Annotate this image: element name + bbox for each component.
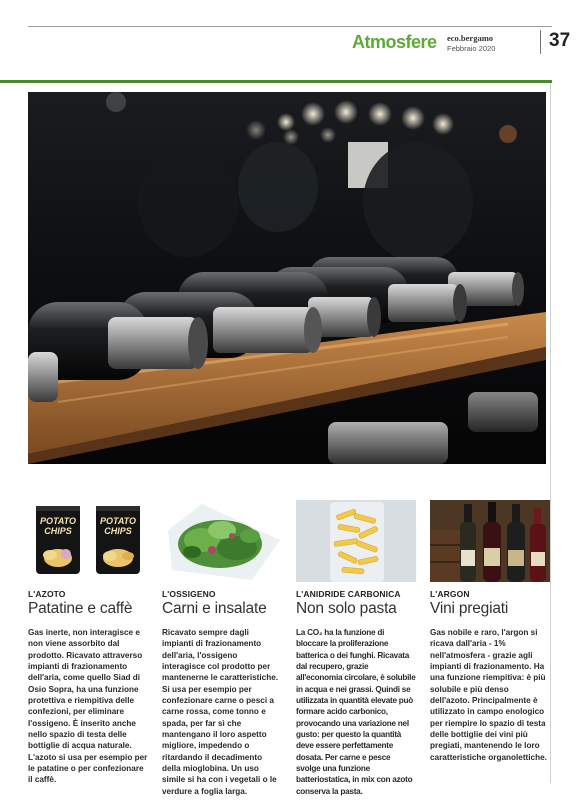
header-divider — [540, 30, 541, 54]
section-rule — [0, 80, 552, 83]
wine-rack-illustration — [28, 92, 546, 464]
header-top-rule — [28, 26, 552, 27]
salad-bag-photo — [162, 500, 282, 582]
issue-date: Febbraio 2020 — [447, 44, 496, 53]
article-anidride-carbonica — [296, 500, 416, 797]
chips-label-line2-b: CHIPS — [104, 526, 132, 536]
potato-chips-photo — [28, 500, 148, 582]
article-body: Gas inerte, non interagisce e non viene assorbito dal prodotto. Ricavato attraverso impianti di frazionamento dell'aria, come quello Siad di Osio Sopra, ha una funzione protettiva e riempitiva delle confezioni, per eliminare l'ossigeno. È inserito anche nello spazio di testa delle bottiglie di acqua naturale. L'azoto si usa per esempio per le patatine o per confezionare il caffè. — [28, 628, 148, 785]
page-header — [28, 26, 571, 58]
wine-bottles-photo — [430, 500, 550, 582]
article-kicker: L'ANIDRIDE CARBONICA — [296, 589, 401, 599]
chips-bag-right — [96, 506, 140, 574]
publication-brand: eco.bergamo — [447, 33, 494, 43]
article-title: Patatine e caffè — [28, 600, 133, 617]
section-title: Atmosfere — [352, 32, 437, 52]
chips-label-line2: CHIPS — [44, 526, 72, 536]
article-kicker: L'OSSIGENO — [162, 589, 216, 599]
article-title: Carni e insalate — [162, 600, 267, 617]
article-kicker: L'ARGON — [430, 589, 470, 599]
pasta-bag-photo — [296, 500, 416, 582]
article-title: Non solo pasta — [296, 600, 397, 617]
chips-bag-left — [36, 506, 80, 574]
hero-wine-rack-photo — [28, 92, 546, 464]
article-ossigeno — [162, 500, 282, 797]
chips-label-line1-b: POTATO — [100, 516, 136, 526]
article-body: La CO₂ ha la funzione di bloccare la proliferazione batterica o dei funghi. Ricavata dal recupero, grazie all'economia circolare, è solubile in acqua e nei grassi. Quindi se utilizzata in quantità elevate può formare acido carbonico, provocando una variazione nel gusto: per questo la quantità deve essere perfettamente dosata. Per carne e pesce svolge una funzione batteriostatica, in mix con azoto conserva la pasta. — [296, 628, 416, 796]
article-body: Ricavato sempre dagli impianti di frazionamento dell'aria, l'ossigeno interagisce col prodotto per mantenerne le caratteristiche. Si usa per esempio per confezionare carne o pesci a carne rossa, come tonno e spada, per far sì che mantengano il loro aspetto migliore, impedendo o ritardando il decadimento della mioglobina. Un uso simile si ha con i vegetali o le verdure a foglia larga. — [162, 628, 279, 796]
article-title: Vini pregiati — [430, 600, 509, 617]
article-argon — [430, 500, 550, 763]
chips-label-line1: POTATO — [40, 516, 76, 526]
column-edge-rule — [550, 83, 551, 783]
page-number: 37 — [549, 30, 571, 51]
article-kicker: L'AZOTO — [28, 589, 66, 599]
article-body: Gas nobile e raro, l'argon si ricava dall'aria - 1% nell'atmosfera - grazie agli impianti di frazionamento. Ha una funzione riempitiva: è più solubile e più denso dell'azoto. Principalmente è utilizzato in campo enologico per riempire lo spazio di testa delle bottiglie dei vini più pregiati, mantenendo le loro caratteristiche organolettiche. — [430, 628, 547, 762]
article-azoto — [28, 500, 148, 786]
